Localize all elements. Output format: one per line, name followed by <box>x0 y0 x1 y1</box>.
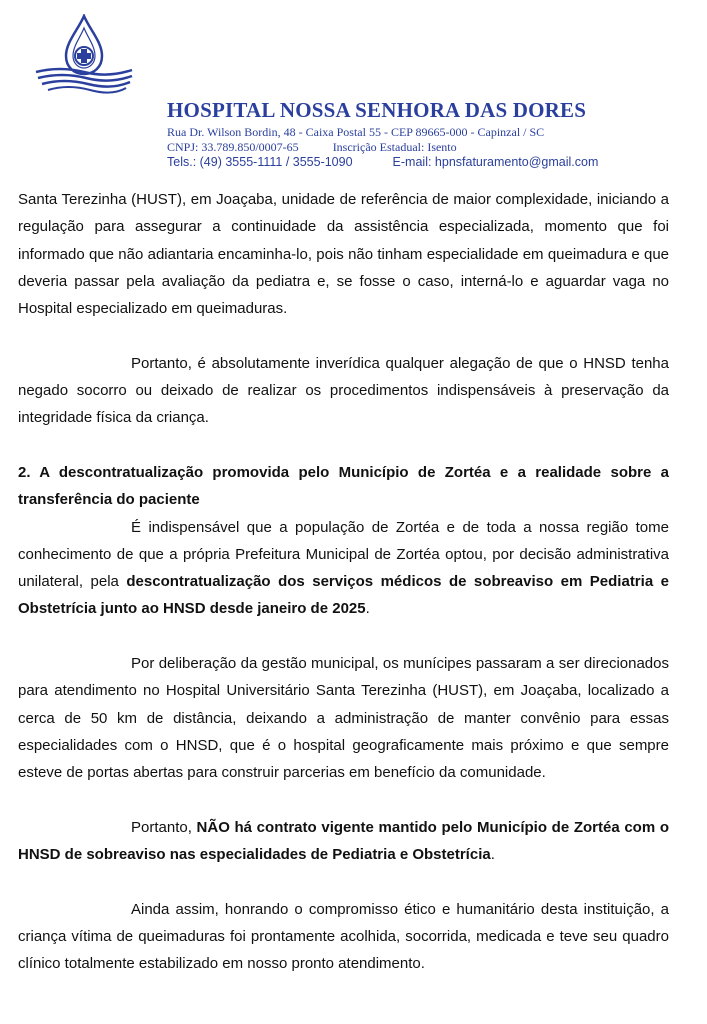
hospital-contact <box>167 155 598 169</box>
hospital-name: HOSPITAL NOSSA SENHORA DAS DORES <box>167 98 587 122</box>
phone-numbers: Tels.: (49) 3555-1111 / 3555-1090 <box>167 155 353 169</box>
hospital-logo <box>34 14 134 94</box>
hospital-address: Rua Dr. Wilson Bordin, 48 - Caixa Postal 55 - CEP 89665-000 - Capinzal / SC <box>167 125 545 139</box>
document-body <box>18 186 669 978</box>
email-address: E-mail: hpnsfaturamento@gmail.com <box>392 155 599 169</box>
paragraph-4: Por deliberação da gestão municipal, os munícipes passaram a ser direcionados para atendimento no Hospital Universitário Santa Terezinha (HUST), em Joaçaba, localizado a cerca de 50 km de distância, deixando a administração de manter convênio para essas especialidades com o HNSD, que é o hospital geograficamente mais próximo e que sempre esteve de portas abertas para construir parcerias em benefício da comunidade. <box>18 655 669 782</box>
paragraph-3: É indispensável que a população de Zortéa e de toda a nossa região tome conhecimento de que a própria Prefeitura Municipal de Zortéa optou, por decisão administrativa unilateral, pela descontratualização dos serviços médicos de sobreaviso em Pediatria e Obstetrícia junto ao HNSD desde janeiro de 2025. <box>18 518 669 618</box>
state-registration: Inscrição Estadual: Isento <box>332 140 457 154</box>
hospital-registration <box>167 140 457 155</box>
paragraph-2: Portanto, é absolutamente inverídica qualquer alegação de que o HNSD tenha negado socorro ou deixado de realizar os procedimentos indispensáveis à preservação da integridade física da criança. <box>18 354 669 427</box>
section-heading-2: 2. A descontratualização promovida pelo Município de Zortéa e a realidade sobre a transferência do paciente <box>18 463 669 509</box>
paragraph-5: Portanto, NÃO há contrato vigente mantido pelo Município de Zortéa com o HNSD de sobreaviso nas especialidades de Pediatria e Obstetrícia. <box>18 818 669 864</box>
paragraph-6: Ainda assim, honrando o compromisso ético e humanitário desta instituição, a criança vítima de queimaduras foi prontamente acolhida, socorrida, medicada e teve seu quadro clínico totalmente estabilizado em nosso pronto atendimento. <box>18 900 669 973</box>
paragraph-1: Santa Terezinha (HUST), em Joaçaba, unidade de referência de maior complexidade, iniciando a regulação para assegurar a continuidade da assistência especializada, momento que foi informado que não adiantaria encaminha-lo, pois não tinham especialidade em queimadura e que deveria passar pela avaliação da pediatra e, se fosse o caso, interná-lo e aguardar vaga no Hospital especializado em queimaduras. <box>18 191 669 318</box>
cnpj: CNPJ: 33.789.850/0007-65 <box>167 140 299 154</box>
water-drop-cross-logo <box>34 14 134 94</box>
